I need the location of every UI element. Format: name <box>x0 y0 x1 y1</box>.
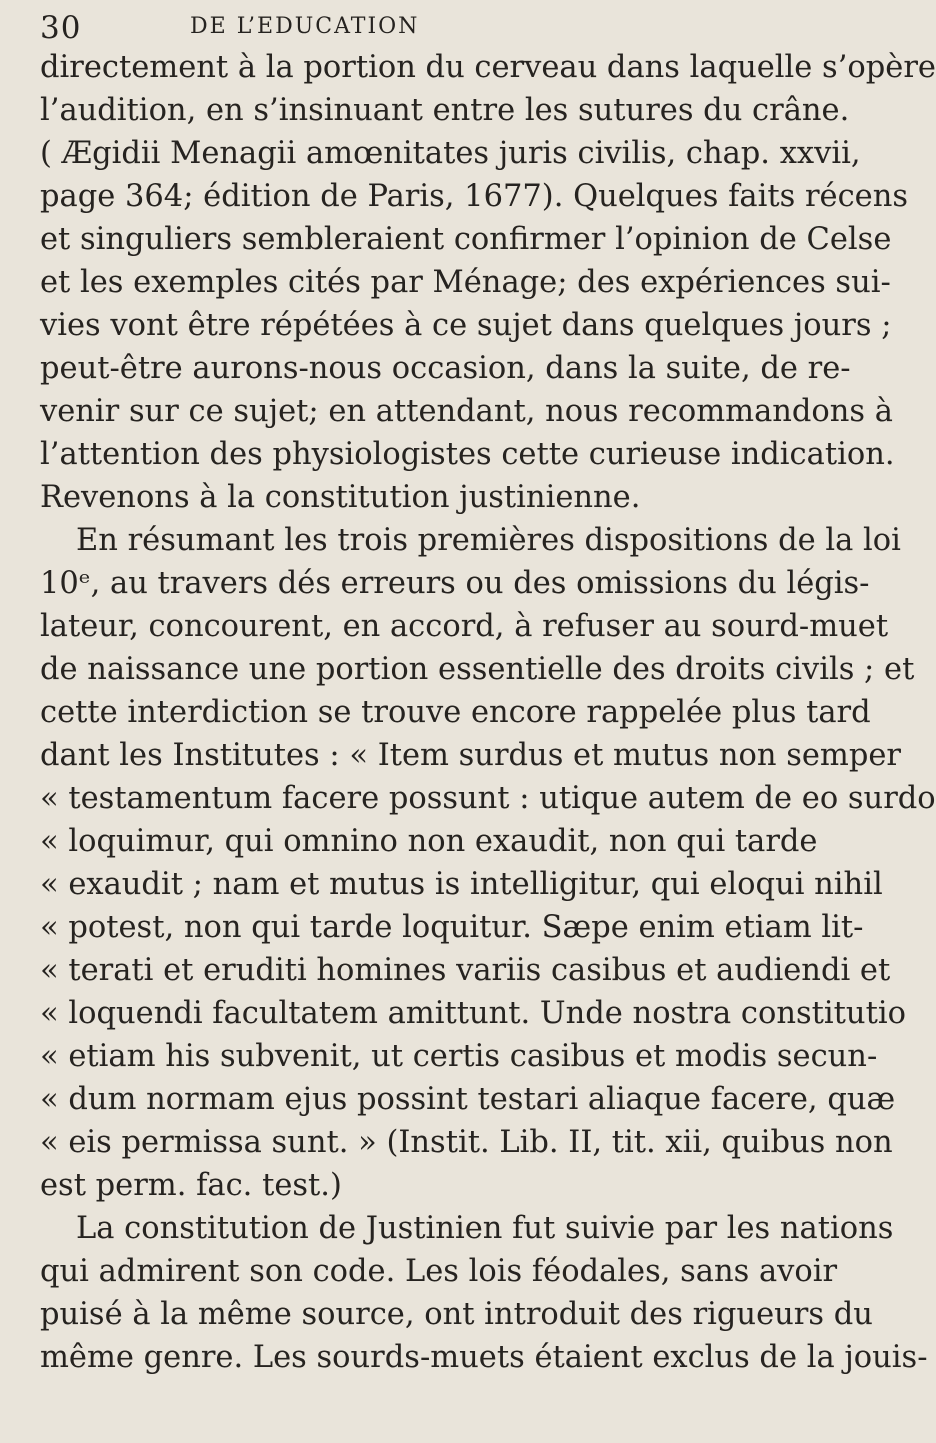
quote-line: « eis permissa sunt. » (Instit. Lib. II, tit. xii, quibus non <box>40 1125 893 1160</box>
text-line: page 364; édition de Paris, 1677). Quelques faits récens <box>40 179 908 214</box>
quote-line: « loquendi facultatem amittunt. Unde nostra constitutio <box>40 996 906 1031</box>
text-line: ( Ægidii Menagii amœnitates juris civilis, chap. xxvii, <box>40 136 861 171</box>
text-line: Revenons à la constitution justinienne. <box>40 480 641 515</box>
paragraph-start-line: En résumant les trois premières dispositions de la loi <box>76 523 901 558</box>
text-line: l’attention des physiologistes cette curieuse indication. <box>40 437 895 472</box>
text-line: directement à la portion du cerveau dans laquelle s’opère <box>40 50 936 85</box>
page-number: 30 <box>40 10 82 46</box>
text-line: l’audition, en s’insinuant entre les sutures du crâne. <box>40 93 850 128</box>
running-title: DE L’EDUCATION <box>190 14 420 39</box>
text-line: lateur, concourent, en accord, à refuser au sourd-muet <box>40 609 889 644</box>
text-line: 10ᵉ, au travers dés erreurs ou des omissions du légis- <box>40 566 870 601</box>
text-line: et les exemples cités par Ménage; des expériences sui- <box>40 265 891 300</box>
citation-line: est perm. fac. test.) <box>40 1168 342 1203</box>
text-line: peut-être aurons-nous occasion, dans la suite, de re- <box>40 351 851 386</box>
text-line: venir sur ce sujet; en attendant, nous recommandons à <box>40 394 893 429</box>
text-line: dant les Institutes : « Item surdus et mutus non semper <box>40 738 901 773</box>
text-line: de naissance une portion essentielle des droits civils ; et <box>40 652 915 687</box>
quote-line: « loquimur, qui omnino non exaudit, non qui tarde <box>40 824 818 859</box>
text-line: cette interdiction se trouve encore rappelée plus tard <box>40 695 871 730</box>
quote-line: « exaudit ; nam et mutus is intelligitur, qui eloqui nihil <box>40 867 883 902</box>
quote-line: « testamentum facere possunt : utique autem de eo surdo <box>40 781 936 816</box>
quote-line: « terati et eruditi homines variis casibus et audiendi et <box>40 953 891 988</box>
text-line: et singuliers sembleraient confirmer l’opinion de Celse <box>40 222 892 257</box>
text-line: puisé à la même source, ont introduit des rigueurs du <box>40 1297 873 1332</box>
paragraph-start-line: La constitution de Justinien fut suivie par les nations <box>76 1211 894 1246</box>
quote-line: « dum normam ejus possint testari aliaque facere, quæ <box>40 1082 896 1117</box>
quote-line: « etiam his subvenit, ut certis casibus et modis secun- <box>40 1039 878 1074</box>
quote-line: « potest, non qui tarde loquitur. Sæpe enim etiam lit- <box>40 910 864 945</box>
text-line: même genre. Les sourds-muets étaient exclus de la jouis- <box>40 1340 928 1375</box>
text-line: qui admirent son code. Les lois féodales, sans avoir <box>40 1254 838 1289</box>
text-line: vies vont être répétées à ce sujet dans quelques jours ; <box>40 308 892 343</box>
